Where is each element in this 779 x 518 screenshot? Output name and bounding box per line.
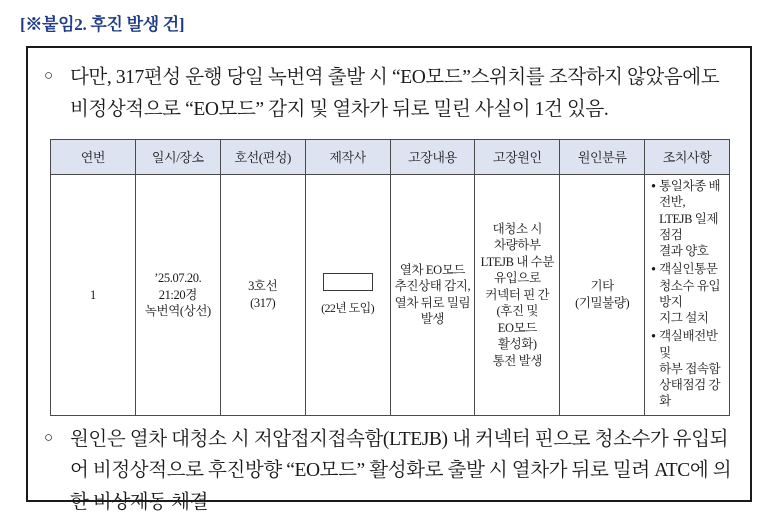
action-item (651, 178, 727, 259)
cause-line-8: 활성화) (497, 337, 537, 352)
fault-line-1: 열차 EO모드 (399, 262, 466, 277)
cell-fault (390, 175, 475, 416)
incident-table (50, 139, 730, 416)
header-cause: 고장원인 (475, 140, 560, 175)
paragraph-bottom-text: 원인은 열차 대청소 시 저압접지접속함(LTEJB) 내 커넥터 핀으로 청소수가 유입되어 비정상적으로 후진방향 “EO모드” 활성화로 출발 시 열차가 뒤로 밀려 ATC에 의한 비상제동 체결 (70, 428, 732, 513)
header-line: 호선(편성) (220, 140, 305, 175)
action-3-line-2: 하부 접속함 (659, 361, 721, 376)
header-maker: 제작사 (305, 140, 390, 175)
action-2-line-2: 청소수 유입방지 (659, 278, 721, 309)
action-item-text (659, 178, 727, 259)
paragraph-top-text: 다만, 317편성 운행 당일 녹번역 출발 시 “EO모드”스위치를 조작하지 않았음에도 비정상적으로 “EO모드” 감지 및 열차가 뒤로 밀린 사실이 1건 있음. (70, 67, 720, 120)
cell-action (645, 175, 730, 416)
datetime-line-2: 21:20경 (158, 287, 197, 302)
fault-line-4: 발생 (420, 312, 445, 327)
action-3-line-3: 상태점검 강화 (659, 378, 721, 409)
cell-datetime (135, 175, 220, 416)
cause-line-1: 대청소 시 (492, 221, 543, 236)
cause-line-5: 커넥터 핀 간 (485, 287, 550, 302)
line-name: 3호선 (248, 279, 278, 294)
content-box (26, 46, 752, 513)
action-2-line-3: 지그 설치 (659, 311, 709, 326)
header-no: 연번 (51, 140, 136, 175)
bullet-dot-icon: ● (651, 264, 656, 274)
paragraph-top (44, 62, 734, 125)
fault-line-3: 열차 뒤로 밀림 (394, 295, 471, 310)
cell-no: 1 (51, 175, 136, 416)
action-list (647, 178, 727, 410)
class-line-2: (기밀불량) (575, 295, 630, 310)
cause-line-6: (후진 및 (496, 304, 539, 319)
cell-class (560, 175, 645, 416)
maker-redacted-box (323, 273, 373, 291)
class-line-1: 기타 (590, 279, 614, 294)
header-class: 원인분류 (560, 140, 645, 175)
table-header-row (51, 140, 730, 175)
datetime-line-1: ’25.07.20. (154, 271, 202, 286)
bullet-icon: ○ (44, 68, 53, 84)
action-item-text (659, 261, 727, 326)
cell-line (220, 175, 305, 416)
cause-line-2: 차량하부 (493, 238, 541, 253)
cell-cause (475, 175, 560, 416)
cause-line-9: 통전 발생 (492, 353, 543, 368)
action-item (651, 261, 727, 326)
attachment-title: [※붙임2. 후진 발생 건] (20, 15, 185, 34)
action-1-line-1: 통일차종 배전반, (659, 179, 721, 210)
table-row (51, 175, 730, 416)
action-1-line-2: LTEJB 일제점검 (659, 211, 719, 242)
fault-line-2: 추진상태 감지, (394, 279, 471, 294)
cell-maker (305, 175, 390, 416)
action-2-line-1: 객실인통문 (659, 262, 718, 277)
paragraph-bottom (44, 424, 734, 518)
cause-line-4: 유입으로 (493, 271, 541, 286)
action-1-line-3: 결과 양호 (659, 244, 709, 259)
cause-line-7: EO모드 (497, 320, 537, 335)
action-item (651, 328, 727, 409)
maker-note: (22년 도입) (321, 301, 375, 316)
header-fault: 고장내용 (390, 140, 475, 175)
datetime-line-3: 녹번역(상선) (144, 304, 211, 319)
bullet-dot-icon: ● (651, 181, 656, 191)
bullet-icon: ○ (44, 429, 53, 446)
cause-line-3: LTEJB 내 수분 (480, 254, 555, 269)
header-datetime: 일시/장소 (135, 140, 220, 175)
action-3-line-1: 객실배전반 및 (659, 329, 718, 360)
bullet-dot-icon: ● (651, 331, 656, 341)
train-set: (317) (250, 295, 276, 310)
header-action: 조치사항 (645, 140, 730, 175)
action-item-text (659, 328, 727, 409)
